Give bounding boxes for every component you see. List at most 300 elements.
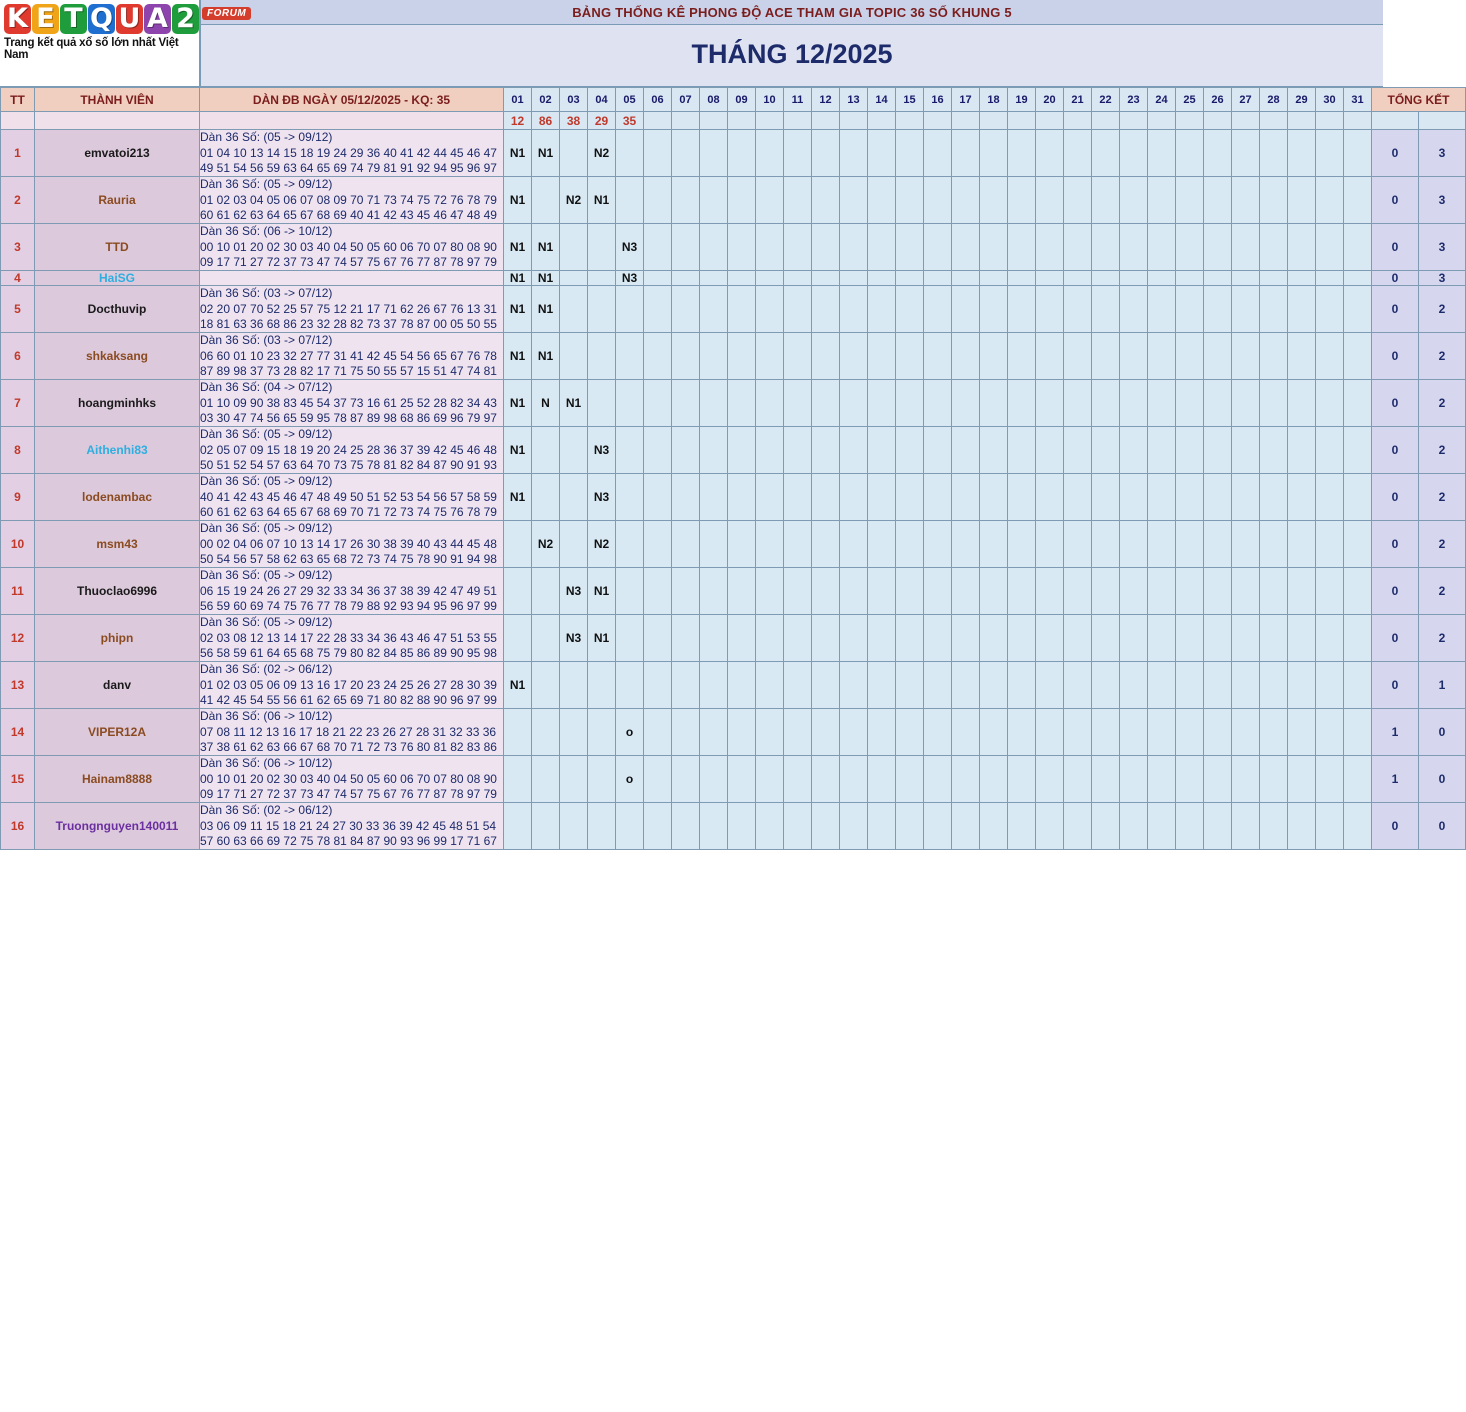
day-cell-18[interactable] — [980, 177, 1008, 224]
day-cell-23[interactable] — [1120, 568, 1148, 615]
day-cell-28[interactable] — [1260, 271, 1288, 286]
day-cell-14[interactable] — [868, 709, 896, 756]
day-cell-29[interactable] — [1288, 615, 1316, 662]
day-cell-07[interactable] — [672, 568, 700, 615]
day-cell-02[interactable] — [532, 568, 560, 615]
day-cell-14[interactable] — [868, 521, 896, 568]
day-cell-11[interactable] — [784, 286, 812, 333]
day-cell-16[interactable] — [924, 130, 952, 177]
day-cell-16[interactable] — [924, 224, 952, 271]
day-cell-30[interactable] — [1316, 521, 1344, 568]
day-cell-25[interactable] — [1176, 803, 1204, 850]
day-cell-09[interactable] — [728, 615, 756, 662]
day-cell-11[interactable] — [784, 803, 812, 850]
day-cell-21[interactable] — [1064, 521, 1092, 568]
day-cell-14[interactable] — [868, 130, 896, 177]
day-cell-06[interactable] — [644, 568, 672, 615]
day-cell-27[interactable] — [1232, 130, 1260, 177]
day-cell-01[interactable]: N1 — [504, 271, 532, 286]
member-name[interactable]: phipn — [35, 615, 200, 662]
day-cell-07[interactable] — [672, 286, 700, 333]
day-cell-20[interactable] — [1036, 756, 1064, 803]
day-cell-08[interactable] — [700, 286, 728, 333]
day-cell-17[interactable] — [952, 380, 980, 427]
day-cell-19[interactable] — [1008, 427, 1036, 474]
day-cell-17[interactable] — [952, 333, 980, 380]
day-cell-07[interactable] — [672, 130, 700, 177]
day-cell-18[interactable] — [980, 427, 1008, 474]
day-cell-05[interactable] — [616, 474, 644, 521]
day-cell-25[interactable] — [1176, 474, 1204, 521]
day-cell-23[interactable] — [1120, 286, 1148, 333]
day-cell-17[interactable] — [952, 271, 980, 286]
day-cell-28[interactable] — [1260, 521, 1288, 568]
day-cell-22[interactable] — [1092, 521, 1120, 568]
day-cell-25[interactable] — [1176, 427, 1204, 474]
day-cell-13[interactable] — [840, 803, 868, 850]
day-cell-06[interactable] — [644, 615, 672, 662]
day-cell-22[interactable] — [1092, 380, 1120, 427]
day-cell-03[interactable] — [560, 756, 588, 803]
day-cell-09[interactable] — [728, 271, 756, 286]
day-cell-06[interactable] — [644, 286, 672, 333]
day-cell-06[interactable] — [644, 271, 672, 286]
day-cell-13[interactable] — [840, 271, 868, 286]
day-cell-26[interactable] — [1204, 427, 1232, 474]
day-cell-24[interactable] — [1148, 380, 1176, 427]
day-cell-05[interactable]: o — [616, 756, 644, 803]
day-cell-24[interactable] — [1148, 130, 1176, 177]
day-cell-28[interactable] — [1260, 224, 1288, 271]
day-cell-12[interactable] — [812, 427, 840, 474]
day-cell-01[interactable] — [504, 568, 532, 615]
day-cell-15[interactable] — [896, 615, 924, 662]
day-cell-13[interactable] — [840, 224, 868, 271]
day-cell-06[interactable] — [644, 662, 672, 709]
day-cell-02[interactable]: N1 — [532, 286, 560, 333]
day-cell-20[interactable] — [1036, 224, 1064, 271]
day-cell-02[interactable] — [532, 427, 560, 474]
day-cell-17[interactable] — [952, 568, 980, 615]
day-cell-11[interactable] — [784, 427, 812, 474]
day-cell-29[interactable] — [1288, 521, 1316, 568]
day-cell-02[interactable]: N2 — [532, 521, 560, 568]
day-cell-16[interactable] — [924, 271, 952, 286]
day-cell-25[interactable] — [1176, 521, 1204, 568]
day-cell-01[interactable]: N1 — [504, 224, 532, 271]
day-cell-15[interactable] — [896, 709, 924, 756]
day-cell-15[interactable] — [896, 224, 924, 271]
day-cell-20[interactable] — [1036, 615, 1064, 662]
day-cell-07[interactable] — [672, 662, 700, 709]
day-cell-26[interactable] — [1204, 333, 1232, 380]
day-cell-30[interactable] — [1316, 286, 1344, 333]
day-cell-27[interactable] — [1232, 286, 1260, 333]
day-cell-29[interactable] — [1288, 130, 1316, 177]
day-cell-15[interactable] — [896, 380, 924, 427]
day-cell-07[interactable] — [672, 333, 700, 380]
day-cell-23[interactable] — [1120, 271, 1148, 286]
day-cell-03[interactable] — [560, 474, 588, 521]
day-cell-20[interactable] — [1036, 177, 1064, 224]
day-cell-13[interactable] — [840, 380, 868, 427]
day-cell-15[interactable] — [896, 803, 924, 850]
day-cell-02[interactable]: N — [532, 380, 560, 427]
day-cell-03[interactable] — [560, 271, 588, 286]
day-cell-23[interactable] — [1120, 521, 1148, 568]
day-cell-01[interactable] — [504, 803, 532, 850]
day-cell-09[interactable] — [728, 521, 756, 568]
day-cell-23[interactable] — [1120, 662, 1148, 709]
day-cell-23[interactable] — [1120, 333, 1148, 380]
day-cell-13[interactable] — [840, 756, 868, 803]
day-cell-11[interactable] — [784, 380, 812, 427]
day-cell-16[interactable] — [924, 380, 952, 427]
day-cell-05[interactable] — [616, 615, 644, 662]
day-cell-31[interactable] — [1344, 224, 1372, 271]
day-cell-17[interactable] — [952, 709, 980, 756]
day-cell-07[interactable] — [672, 177, 700, 224]
day-cell-27[interactable] — [1232, 177, 1260, 224]
day-cell-22[interactable] — [1092, 568, 1120, 615]
day-cell-10[interactable] — [756, 177, 784, 224]
day-cell-09[interactable] — [728, 286, 756, 333]
day-cell-31[interactable] — [1344, 803, 1372, 850]
day-cell-29[interactable] — [1288, 224, 1316, 271]
day-cell-28[interactable] — [1260, 756, 1288, 803]
day-cell-12[interactable] — [812, 709, 840, 756]
day-cell-14[interactable] — [868, 568, 896, 615]
day-cell-21[interactable] — [1064, 130, 1092, 177]
day-cell-28[interactable] — [1260, 333, 1288, 380]
day-cell-19[interactable] — [1008, 709, 1036, 756]
day-cell-25[interactable] — [1176, 177, 1204, 224]
member-name[interactable]: lodenambac — [35, 474, 200, 521]
day-cell-11[interactable] — [784, 521, 812, 568]
day-cell-02[interactable] — [532, 709, 560, 756]
day-cell-14[interactable] — [868, 271, 896, 286]
day-cell-04[interactable] — [588, 662, 616, 709]
day-cell-15[interactable] — [896, 568, 924, 615]
day-cell-14[interactable] — [868, 380, 896, 427]
day-cell-06[interactable] — [644, 803, 672, 850]
day-cell-17[interactable] — [952, 615, 980, 662]
day-cell-11[interactable] — [784, 709, 812, 756]
member-name[interactable]: TTD — [35, 224, 200, 271]
day-cell-26[interactable] — [1204, 271, 1232, 286]
day-cell-19[interactable] — [1008, 224, 1036, 271]
member-name[interactable]: VIPER12A — [35, 709, 200, 756]
day-cell-03[interactable]: N1 — [560, 380, 588, 427]
day-cell-23[interactable] — [1120, 709, 1148, 756]
day-cell-10[interactable] — [756, 271, 784, 286]
day-cell-13[interactable] — [840, 521, 868, 568]
day-cell-28[interactable] — [1260, 427, 1288, 474]
day-cell-08[interactable] — [700, 662, 728, 709]
day-cell-18[interactable] — [980, 756, 1008, 803]
day-cell-24[interactable] — [1148, 709, 1176, 756]
day-cell-08[interactable] — [700, 130, 728, 177]
day-cell-18[interactable] — [980, 380, 1008, 427]
day-cell-20[interactable] — [1036, 333, 1064, 380]
day-cell-06[interactable] — [644, 177, 672, 224]
day-cell-08[interactable] — [700, 474, 728, 521]
day-cell-22[interactable] — [1092, 224, 1120, 271]
day-cell-14[interactable] — [868, 803, 896, 850]
day-cell-28[interactable] — [1260, 568, 1288, 615]
day-cell-12[interactable] — [812, 271, 840, 286]
day-cell-01[interactable] — [504, 709, 532, 756]
day-cell-05[interactable] — [616, 662, 644, 709]
day-cell-02[interactable]: N1 — [532, 130, 560, 177]
day-cell-21[interactable] — [1064, 615, 1092, 662]
day-cell-12[interactable] — [812, 380, 840, 427]
day-cell-03[interactable] — [560, 803, 588, 850]
day-cell-03[interactable] — [560, 427, 588, 474]
day-cell-23[interactable] — [1120, 224, 1148, 271]
day-cell-10[interactable] — [756, 615, 784, 662]
day-cell-10[interactable] — [756, 286, 784, 333]
day-cell-04[interactable]: N1 — [588, 568, 616, 615]
day-cell-31[interactable] — [1344, 709, 1372, 756]
day-cell-11[interactable] — [784, 271, 812, 286]
day-cell-08[interactable] — [700, 224, 728, 271]
day-cell-15[interactable] — [896, 474, 924, 521]
day-cell-10[interactable] — [756, 224, 784, 271]
day-cell-25[interactable] — [1176, 615, 1204, 662]
day-cell-04[interactable] — [588, 756, 616, 803]
day-cell-19[interactable] — [1008, 333, 1036, 380]
day-cell-23[interactable] — [1120, 177, 1148, 224]
day-cell-26[interactable] — [1204, 756, 1232, 803]
day-cell-08[interactable] — [700, 271, 728, 286]
day-cell-07[interactable] — [672, 427, 700, 474]
day-cell-22[interactable] — [1092, 756, 1120, 803]
day-cell-27[interactable] — [1232, 709, 1260, 756]
day-cell-02[interactable] — [532, 615, 560, 662]
day-cell-16[interactable] — [924, 615, 952, 662]
day-cell-19[interactable] — [1008, 177, 1036, 224]
day-cell-22[interactable] — [1092, 427, 1120, 474]
day-cell-20[interactable] — [1036, 662, 1064, 709]
member-name[interactable]: msm43 — [35, 521, 200, 568]
day-cell-18[interactable] — [980, 474, 1008, 521]
member-name[interactable]: Aithenhi83 — [35, 427, 200, 474]
day-cell-06[interactable] — [644, 333, 672, 380]
day-cell-28[interactable] — [1260, 286, 1288, 333]
day-cell-12[interactable] — [812, 286, 840, 333]
day-cell-03[interactable] — [560, 333, 588, 380]
day-cell-06[interactable] — [644, 224, 672, 271]
day-cell-22[interactable] — [1092, 271, 1120, 286]
day-cell-10[interactable] — [756, 803, 784, 850]
day-cell-03[interactable]: N3 — [560, 615, 588, 662]
day-cell-14[interactable] — [868, 615, 896, 662]
day-cell-30[interactable] — [1316, 662, 1344, 709]
day-cell-29[interactable] — [1288, 662, 1316, 709]
member-name[interactable]: danv — [35, 662, 200, 709]
day-cell-08[interactable] — [700, 380, 728, 427]
day-cell-31[interactable] — [1344, 130, 1372, 177]
day-cell-13[interactable] — [840, 130, 868, 177]
day-cell-18[interactable] — [980, 709, 1008, 756]
day-cell-11[interactable] — [784, 333, 812, 380]
day-cell-12[interactable] — [812, 130, 840, 177]
day-cell-26[interactable] — [1204, 224, 1232, 271]
day-cell-28[interactable] — [1260, 662, 1288, 709]
day-cell-08[interactable] — [700, 568, 728, 615]
day-cell-25[interactable] — [1176, 568, 1204, 615]
day-cell-14[interactable] — [868, 756, 896, 803]
day-cell-09[interactable] — [728, 709, 756, 756]
day-cell-10[interactable] — [756, 709, 784, 756]
day-cell-17[interactable] — [952, 286, 980, 333]
day-cell-14[interactable] — [868, 177, 896, 224]
day-cell-19[interactable] — [1008, 286, 1036, 333]
day-cell-24[interactable] — [1148, 521, 1176, 568]
day-cell-27[interactable] — [1232, 568, 1260, 615]
day-cell-30[interactable] — [1316, 224, 1344, 271]
day-cell-08[interactable] — [700, 615, 728, 662]
day-cell-29[interactable] — [1288, 271, 1316, 286]
day-cell-04[interactable]: N2 — [588, 130, 616, 177]
day-cell-06[interactable] — [644, 756, 672, 803]
day-cell-16[interactable] — [924, 568, 952, 615]
day-cell-16[interactable] — [924, 177, 952, 224]
day-cell-11[interactable] — [784, 662, 812, 709]
day-cell-18[interactable] — [980, 615, 1008, 662]
day-cell-27[interactable] — [1232, 224, 1260, 271]
day-cell-24[interactable] — [1148, 333, 1176, 380]
day-cell-01[interactable]: N1 — [504, 333, 532, 380]
day-cell-10[interactable] — [756, 380, 784, 427]
day-cell-10[interactable] — [756, 521, 784, 568]
day-cell-25[interactable] — [1176, 662, 1204, 709]
day-cell-18[interactable] — [980, 130, 1008, 177]
day-cell-23[interactable] — [1120, 615, 1148, 662]
day-cell-05[interactable]: N3 — [616, 271, 644, 286]
day-cell-15[interactable] — [896, 271, 924, 286]
day-cell-31[interactable] — [1344, 333, 1372, 380]
day-cell-11[interactable] — [784, 756, 812, 803]
day-cell-13[interactable] — [840, 427, 868, 474]
day-cell-23[interactable] — [1120, 803, 1148, 850]
day-cell-13[interactable] — [840, 474, 868, 521]
day-cell-05[interactable] — [616, 130, 644, 177]
day-cell-29[interactable] — [1288, 803, 1316, 850]
day-cell-26[interactable] — [1204, 474, 1232, 521]
day-cell-16[interactable] — [924, 521, 952, 568]
day-cell-04[interactable] — [588, 271, 616, 286]
day-cell-28[interactable] — [1260, 709, 1288, 756]
day-cell-27[interactable] — [1232, 427, 1260, 474]
day-cell-22[interactable] — [1092, 709, 1120, 756]
member-name[interactable]: Hainam8888 — [35, 756, 200, 803]
day-cell-30[interactable] — [1316, 177, 1344, 224]
day-cell-26[interactable] — [1204, 662, 1232, 709]
day-cell-04[interactable] — [588, 333, 616, 380]
day-cell-07[interactable] — [672, 380, 700, 427]
day-cell-13[interactable] — [840, 615, 868, 662]
day-cell-16[interactable] — [924, 709, 952, 756]
day-cell-07[interactable] — [672, 474, 700, 521]
day-cell-03[interactable]: N2 — [560, 177, 588, 224]
day-cell-14[interactable] — [868, 224, 896, 271]
day-cell-31[interactable] — [1344, 756, 1372, 803]
day-cell-27[interactable] — [1232, 271, 1260, 286]
day-cell-09[interactable] — [728, 427, 756, 474]
day-cell-17[interactable] — [952, 177, 980, 224]
day-cell-04[interactable] — [588, 380, 616, 427]
day-cell-09[interactable] — [728, 177, 756, 224]
day-cell-08[interactable] — [700, 756, 728, 803]
day-cell-06[interactable] — [644, 130, 672, 177]
day-cell-28[interactable] — [1260, 474, 1288, 521]
day-cell-22[interactable] — [1092, 286, 1120, 333]
day-cell-02[interactable] — [532, 177, 560, 224]
day-cell-05[interactable] — [616, 333, 644, 380]
day-cell-04[interactable] — [588, 803, 616, 850]
day-cell-18[interactable] — [980, 224, 1008, 271]
day-cell-28[interactable] — [1260, 177, 1288, 224]
day-cell-09[interactable] — [728, 756, 756, 803]
day-cell-04[interactable] — [588, 286, 616, 333]
day-cell-11[interactable] — [784, 177, 812, 224]
day-cell-29[interactable] — [1288, 474, 1316, 521]
day-cell-26[interactable] — [1204, 521, 1232, 568]
day-cell-27[interactable] — [1232, 803, 1260, 850]
day-cell-15[interactable] — [896, 662, 924, 709]
day-cell-26[interactable] — [1204, 177, 1232, 224]
day-cell-18[interactable] — [980, 521, 1008, 568]
day-cell-28[interactable] — [1260, 130, 1288, 177]
member-name[interactable]: HaiSG — [35, 271, 200, 286]
day-cell-15[interactable] — [896, 521, 924, 568]
day-cell-11[interactable] — [784, 615, 812, 662]
day-cell-27[interactable] — [1232, 474, 1260, 521]
day-cell-05[interactable] — [616, 568, 644, 615]
day-cell-01[interactable]: N1 — [504, 662, 532, 709]
day-cell-20[interactable] — [1036, 271, 1064, 286]
day-cell-07[interactable] — [672, 803, 700, 850]
day-cell-21[interactable] — [1064, 333, 1092, 380]
day-cell-10[interactable] — [756, 333, 784, 380]
day-cell-30[interactable] — [1316, 333, 1344, 380]
day-cell-20[interactable] — [1036, 286, 1064, 333]
day-cell-11[interactable] — [784, 568, 812, 615]
day-cell-24[interactable] — [1148, 286, 1176, 333]
day-cell-02[interactable] — [532, 474, 560, 521]
day-cell-08[interactable] — [700, 333, 728, 380]
day-cell-22[interactable] — [1092, 474, 1120, 521]
day-cell-14[interactable] — [868, 427, 896, 474]
day-cell-01[interactable] — [504, 756, 532, 803]
day-cell-10[interactable] — [756, 130, 784, 177]
day-cell-12[interactable] — [812, 521, 840, 568]
day-cell-09[interactable] — [728, 130, 756, 177]
day-cell-23[interactable] — [1120, 380, 1148, 427]
day-cell-15[interactable] — [896, 177, 924, 224]
day-cell-02[interactable] — [532, 756, 560, 803]
day-cell-03[interactable] — [560, 709, 588, 756]
day-cell-22[interactable] — [1092, 333, 1120, 380]
day-cell-16[interactable] — [924, 286, 952, 333]
day-cell-31[interactable] — [1344, 427, 1372, 474]
day-cell-03[interactable] — [560, 521, 588, 568]
member-name[interactable]: Thuoclao6996 — [35, 568, 200, 615]
day-cell-05[interactable] — [616, 427, 644, 474]
day-cell-01[interactable] — [504, 615, 532, 662]
